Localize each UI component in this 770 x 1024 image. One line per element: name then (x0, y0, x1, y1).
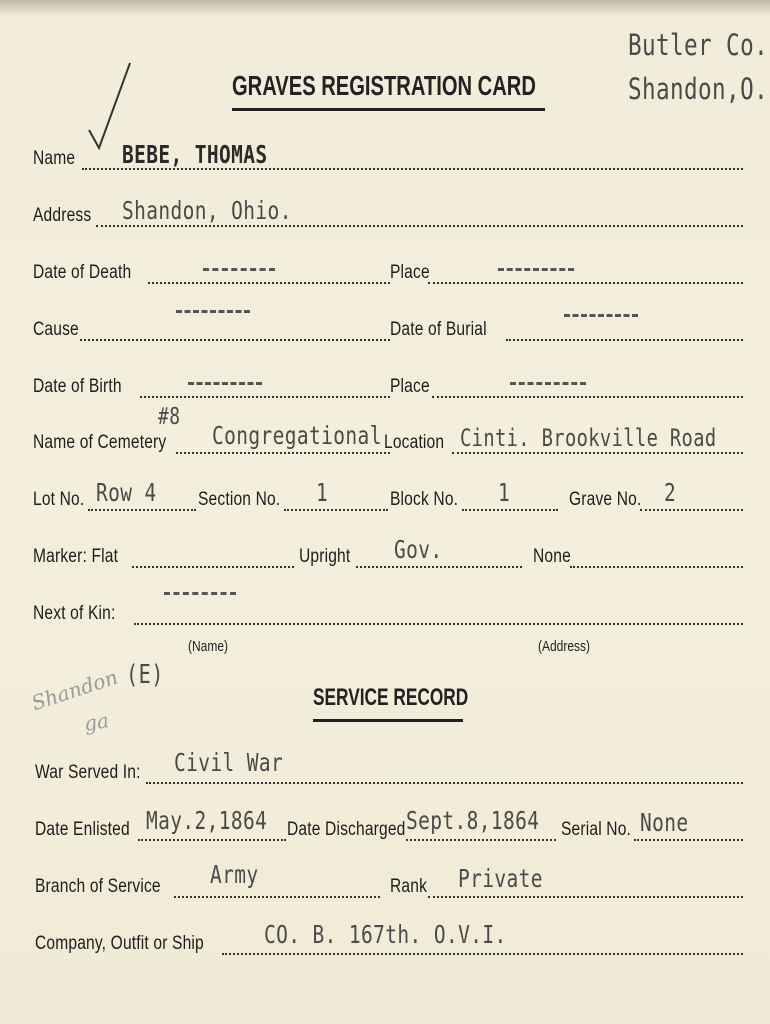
next-of-kin-line (134, 623, 743, 625)
lot-label: Lot No. (33, 489, 85, 510)
war-served-line (146, 782, 743, 784)
corner-city: Shandon,O. (628, 72, 769, 106)
address-value: Shandon, Ohio. (122, 196, 292, 225)
location-value: Cinti. Brookville Road (460, 424, 717, 452)
date-of-birth-label: Date of Birth (33, 376, 122, 397)
section-value: 1 (316, 478, 329, 507)
cemetery-line (176, 452, 390, 454)
block-value: 1 (498, 478, 511, 507)
date-of-burial-line (506, 339, 743, 341)
handwritten-note-2: ga (82, 708, 111, 736)
date-enlisted-label: Date Enlisted (35, 819, 130, 840)
cause-label: Cause (33, 319, 79, 340)
stamp-e: (E) (126, 660, 164, 690)
section-line (284, 509, 388, 511)
place-of-birth-line (432, 396, 743, 398)
location-label: Location (384, 432, 445, 453)
company-value: CO. B. 167th. O.V.I. (264, 920, 507, 949)
marker-none-label: None (533, 546, 571, 567)
location-line (452, 452, 743, 454)
rank-value: Private (458, 864, 543, 893)
marker-upright-value: Gov. (394, 535, 443, 564)
section-label: Section No. (198, 489, 281, 510)
date-of-birth-line (140, 396, 390, 398)
card-top-edge (0, 0, 770, 14)
card-title: GRAVES REGISTRATION CARD (232, 70, 536, 101)
grave-line (640, 509, 743, 511)
kin-address-caption: (Address) (538, 638, 591, 655)
place-of-birth-label: Place (390, 376, 430, 397)
address-label: Address (33, 205, 92, 226)
branch-line (174, 896, 380, 898)
corner-county: Butler Co. (628, 28, 769, 62)
block-line (462, 509, 558, 511)
place-of-death-label: Place (390, 262, 430, 283)
date-of-death-label: Date of Death (33, 262, 132, 283)
cemetery-label: Name of Cemetery (33, 432, 167, 453)
handwritten-note: Shandon (28, 664, 121, 716)
block-label: Block No. (390, 489, 459, 510)
date-discharged-label: Date Discharged (287, 819, 406, 840)
branch-value: Army (210, 860, 259, 889)
lot-value: Row 4 (96, 478, 157, 507)
marker-flat-line (132, 566, 294, 568)
serial-label: Serial No. (561, 819, 632, 840)
date-of-burial-blank (564, 314, 638, 317)
place-of-death-blank (498, 268, 574, 271)
serial-line (634, 839, 743, 841)
date-of-birth-blank (188, 382, 262, 385)
marker-none-line (570, 566, 743, 568)
name-value: BEBE, THOMAS (122, 140, 268, 169)
company-label: Company, Outfit or Ship (35, 933, 204, 954)
marker-upright-line (356, 566, 522, 568)
date-of-burial-label: Date of Burial (390, 319, 487, 340)
cemetery-number: #8 (158, 404, 181, 430)
next-of-kin-label: Next of Kin: (33, 603, 116, 624)
kin-name-caption: (Name) (188, 638, 229, 655)
next-of-kin-blank (164, 592, 236, 595)
grave-label: Grave No. (569, 489, 642, 510)
name-label: Name (33, 148, 76, 169)
date-discharged-line (406, 839, 556, 841)
address-line (96, 225, 743, 227)
war-served-label: War Served In: (35, 762, 141, 783)
rank-label: Rank (390, 876, 428, 897)
date-enlisted-value: May.2,1864 (146, 806, 268, 835)
date-of-death-line (148, 282, 390, 284)
serial-value: None (640, 808, 689, 837)
cause-blank (176, 310, 250, 313)
rank-line (428, 896, 743, 898)
date-discharged-value: Sept.8,1864 (406, 806, 540, 835)
service-record-underline (313, 719, 463, 722)
service-record-heading: SERVICE RECORD (313, 684, 469, 711)
company-line (222, 953, 743, 955)
war-served-value: Civil War (174, 748, 284, 777)
lot-line (88, 509, 196, 511)
date-enlisted-line (138, 839, 286, 841)
cemetery-value: Congregational (212, 421, 382, 450)
marker-upright-label: Upright (299, 546, 351, 567)
grave-value: 2 (664, 478, 677, 507)
date-of-death-blank (203, 268, 275, 271)
place-of-death-line (428, 282, 743, 284)
branch-label: Branch of Service (35, 876, 161, 897)
marker-flat-label: Marker: Flat (33, 546, 119, 567)
cause-line (80, 339, 390, 341)
place-of-birth-blank (510, 382, 586, 385)
title-underline (232, 108, 545, 111)
